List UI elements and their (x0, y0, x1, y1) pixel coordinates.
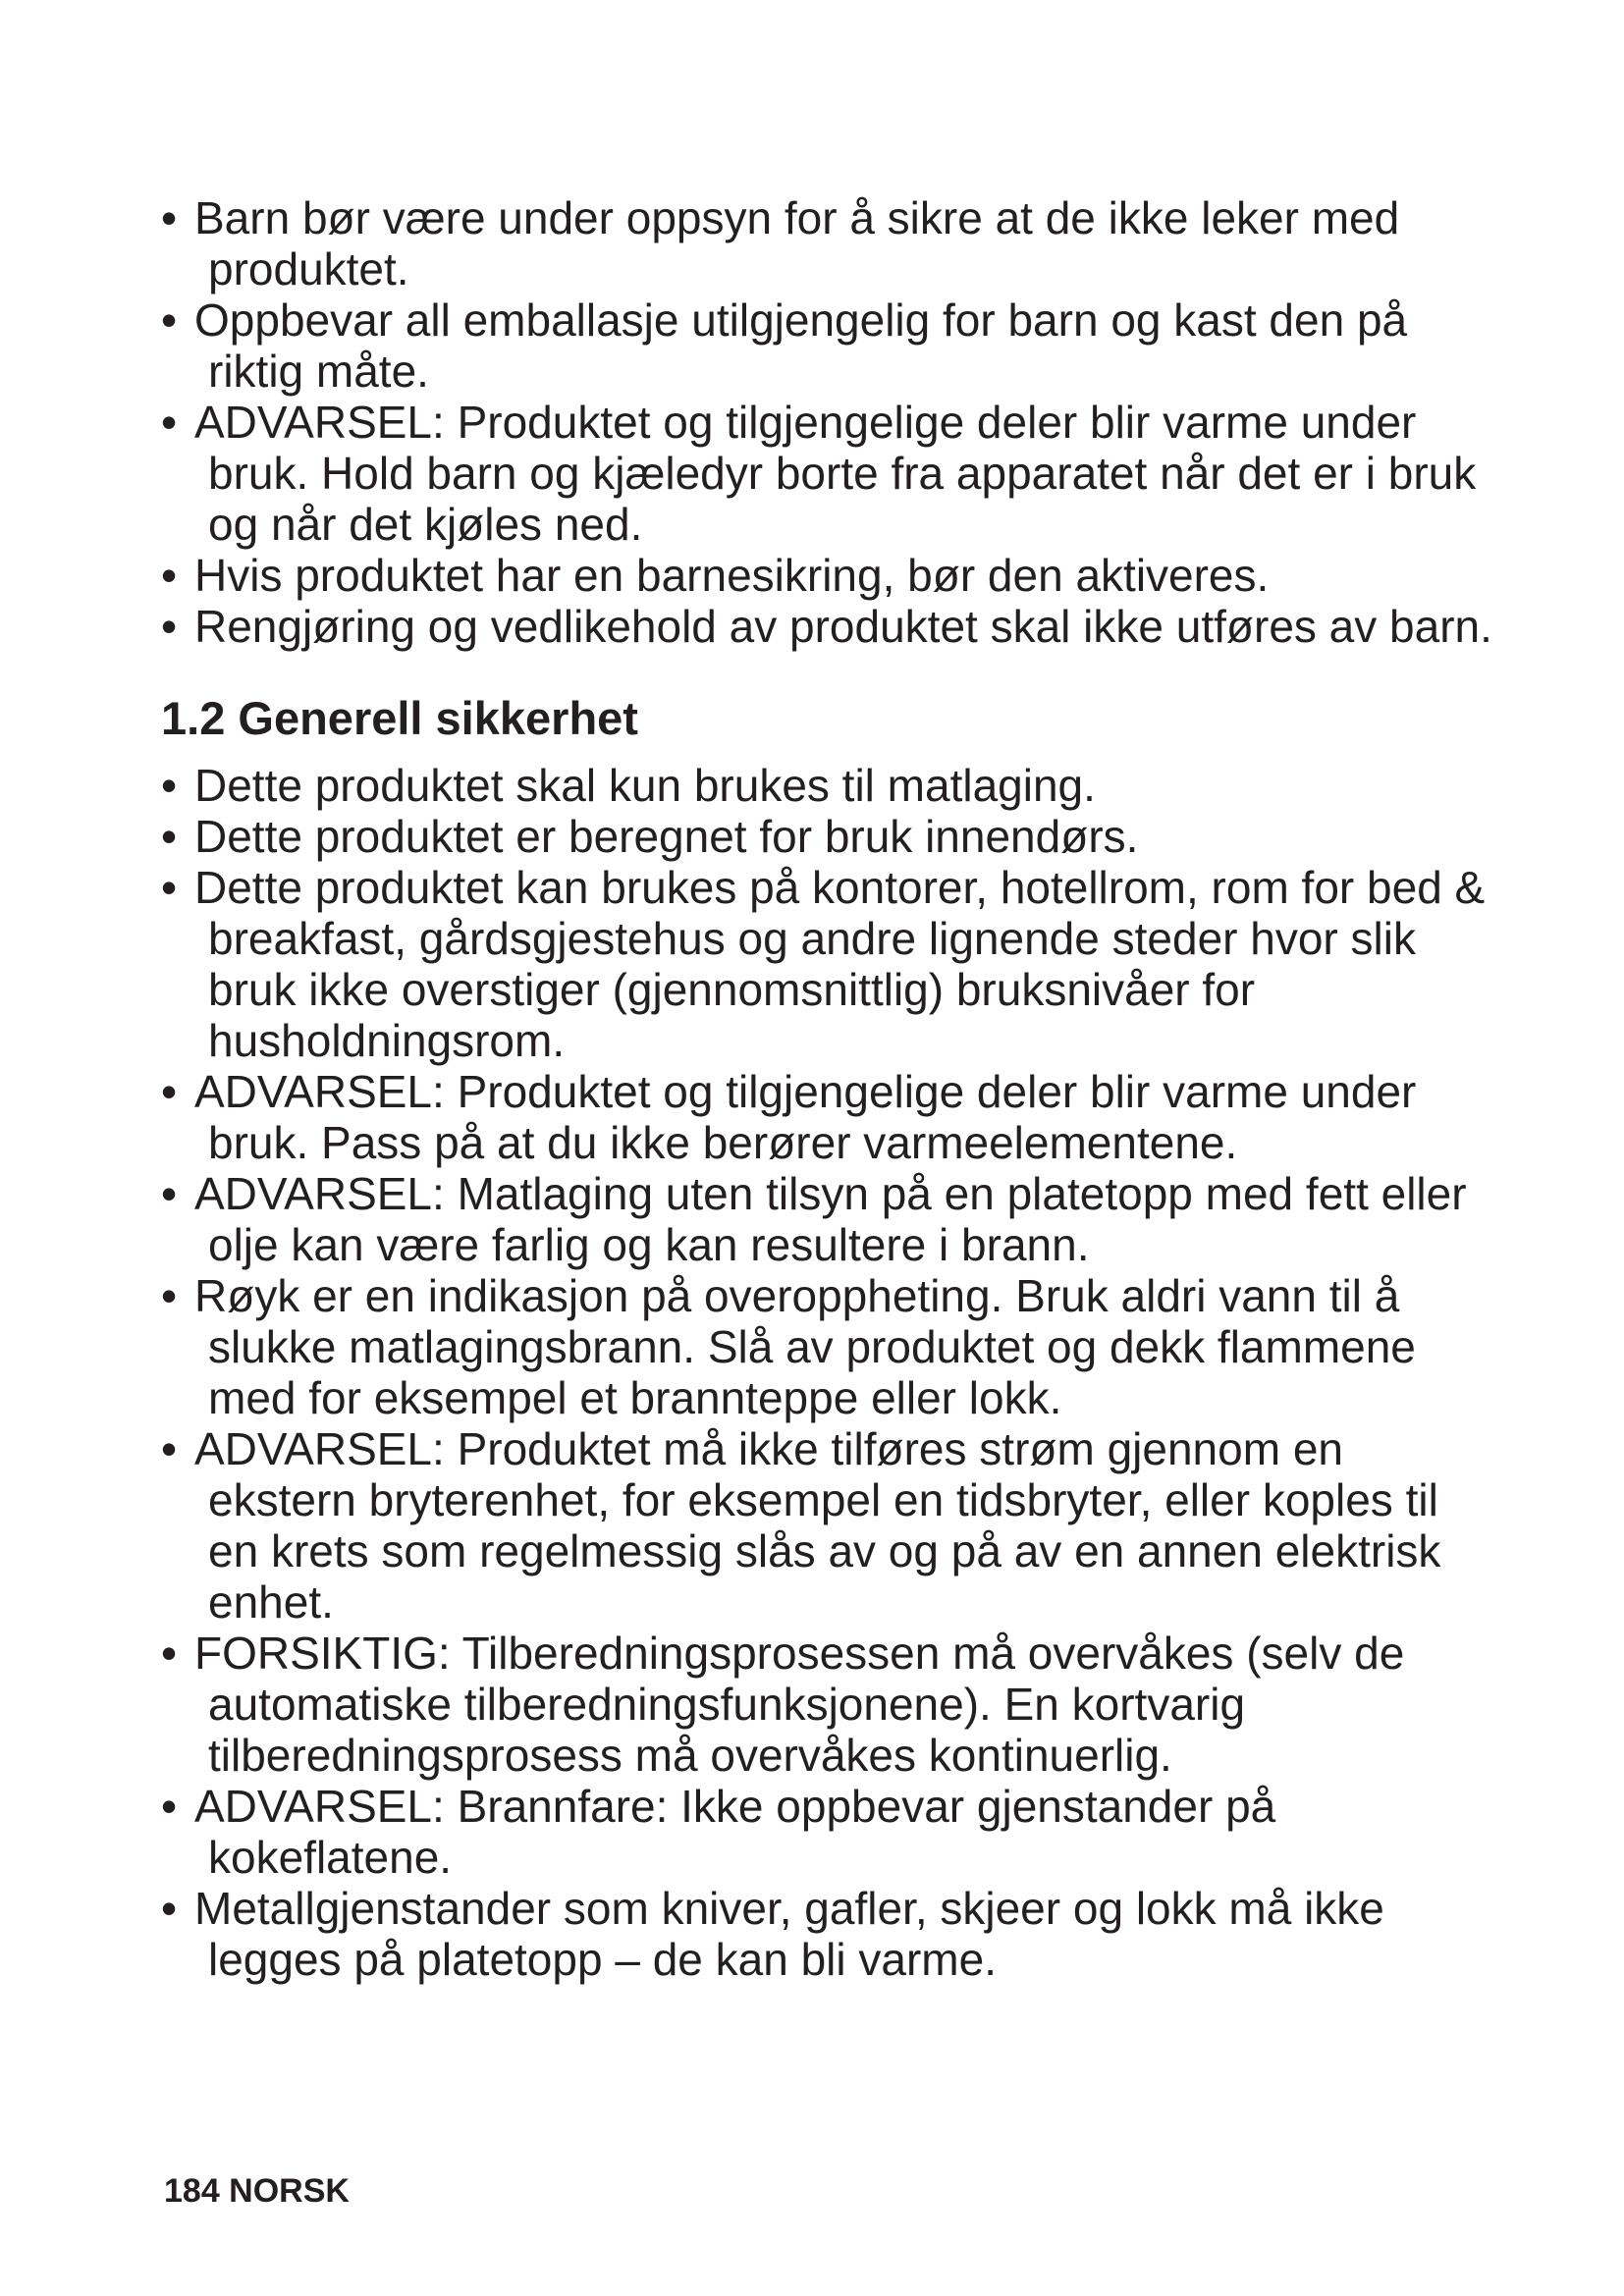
list-item (161, 192, 1496, 294)
list-item (161, 811, 1496, 862)
bullet-text: Barn bør være under oppsyn for å sikre at de ikke leker med produktet. (194, 192, 1400, 294)
bullet-icon: • (161, 1270, 178, 1321)
bullet-text: Metallgjenstander som kniver, gafler, skjeer og lokk må ikke legges på platetopp – de kan bli varme. (194, 1883, 1384, 1985)
bullet-icon: • (161, 397, 178, 448)
bullet-text: ADVARSEL: Produktet og tilgjengelige deler blir varme under bruk. Hold barn og kjæledyr borte fra apparatet når det er i bruk og når det kjøles ned. (194, 397, 1477, 550)
bullet-icon: • (161, 1423, 178, 1474)
list-item (161, 1066, 1496, 1168)
bullet-text: Rengjøring og vedlikehold av produktet skal ikke utføres av barn. (194, 601, 1492, 652)
bullet-icon: • (161, 760, 178, 811)
list-item (161, 550, 1496, 601)
bullet-text: Dette produktet skal kun brukes til matlaging. (194, 760, 1096, 811)
bullet-text: Oppbevar all emballasje utilgjengelig for barn og kast den på riktig måte. (194, 294, 1408, 397)
bullet-icon: • (161, 601, 178, 652)
bullet-text: Dette produktet er beregnet for bruk innendørs. (194, 811, 1139, 862)
bullet-icon: • (161, 294, 178, 346)
list-item (161, 1628, 1496, 1781)
bullet-text: Dette produktet kan brukes på kontorer, hotellrom, rom for bed & breakfast, gårdsgjestehus og andre lignende steder hvor slik bruk ikke overstiger (gjennomsnittlig) bruksnivåer for husholdningsrom. (194, 862, 1486, 1066)
list-item (161, 397, 1496, 550)
bullet-icon: • (161, 862, 178, 913)
list-item (161, 1883, 1496, 1985)
bullet-icon: • (161, 811, 178, 862)
bullet-icon: • (161, 1628, 178, 1679)
manual-page-content (161, 192, 1496, 1985)
list-item (161, 1423, 1496, 1628)
list-item (161, 1270, 1496, 1423)
bullet-text: Hvis produktet har en barnesikring, bør den aktiveres. (194, 550, 1270, 601)
page-footer: 184 NORSK (164, 2172, 350, 2210)
bullet-text: ADVARSEL: Matlaging uten tilsyn på en platetopp med fett eller olje kan være farlig og kan resultere i brann. (194, 1168, 1467, 1270)
list-item (161, 601, 1496, 652)
bullet-icon: • (161, 550, 178, 601)
list-item (161, 862, 1496, 1066)
bullet-icon: • (161, 1168, 178, 1219)
bullet-text: ADVARSEL: Produktet og tilgjengelige deler blir varme under bruk. Pass på at du ikke berører varmeelementene. (194, 1066, 1417, 1168)
section-heading: 1.2 Generell sikkerhet (161, 692, 638, 744)
list-item (161, 1781, 1496, 1883)
intro-bullet-list (161, 192, 1496, 652)
bullet-icon: • (161, 1066, 178, 1117)
bullet-text: ADVARSEL: Brannfare: Ikke oppbevar gjenstander på kokeflatene. (194, 1781, 1276, 1883)
list-item (161, 760, 1496, 811)
bullet-text: FORSIKTIG: Tilberedningsprosessen må overvåkes (selv de automatiske tilberedningsfunksjonene). En kortvarig tilberedningsprosess må overvåkes kontinuerlig. (194, 1628, 1405, 1781)
bullet-text: ADVARSEL: Produktet må ikke tilføres strøm gjennom en ekstern bryterenhet, for eksempel en tidsbryter, eller koples til en krets som regelmessig slås av og på av en annen elektrisk enhet. (194, 1423, 1441, 1628)
bullet-text: Røyk er en indikasjon på overoppheting. Bruk aldri vann til å slukke matlagingsbrann. Slå av produktet og dekk flammene med for eksempel et brannteppe eller lokk. (194, 1270, 1416, 1423)
bullet-icon: • (161, 192, 178, 243)
bullet-icon: • (161, 1883, 178, 1934)
list-item (161, 294, 1496, 397)
list-item (161, 1168, 1496, 1270)
bullet-icon: • (161, 1781, 178, 1832)
general-safety-bullet-list (161, 760, 1496, 1985)
